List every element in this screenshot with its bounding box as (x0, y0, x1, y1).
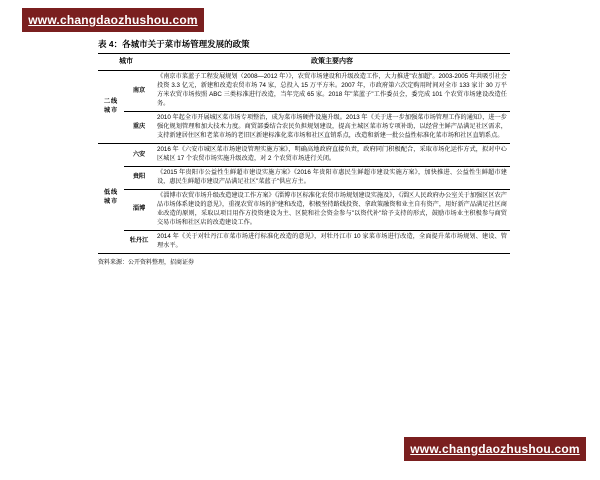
policy-content: 2016 年《六安市城区菜市场建设管理实施方案》，明确高地政府直接负责，政府同门积极配合，采取市场化运作方式，拟对中心区城区 17 个农贸市场实施升级改造，对 2 个农贸市场进行关闭。 (154, 144, 510, 167)
policy-content: 《淄博市农贸市场升级改造建设工作方案》《淄博市区标准化农贸市场规划建设实施及》，《淄区人民政府办公室关于加强区区农产品市场体系建设的意见》，重视农贸市场的护建和改造，积极坚持路线投资、拿政策融资和业主自有资产，用好新产品满足社区商业改造的原则，采取以项目用作方投资建设为主、区院和社会资金参与"以资代补"给予支持的形式，鼓励市场业主积极参与商贸交易市场和社区店的改造建设工作。 (154, 189, 510, 230)
table-header (98, 54, 510, 71)
policy-table (98, 53, 510, 254)
city-label: 贵阳 (124, 167, 154, 190)
table-header-row (98, 54, 510, 71)
column-header-content: 政策主要内容 (154, 54, 510, 71)
watermark-bottom: www.changdaozhushou.com (404, 437, 586, 461)
table-row (98, 144, 510, 167)
column-header-city: 城市 (98, 54, 154, 71)
watermark-top: www.changdaozhushou.com (22, 8, 204, 32)
table-row (98, 112, 510, 144)
policy-content: 2010 年起全市开展城区菜市场专项整治，成为菜市场硬件设施升级。2013 年《关于进一步加强菜市场管理工作的通知》，进一步强化规划管理和加大技术力度。商贸部委结合农民负担规划建设，提高主城区菜市场专项补助，以经营主鲜产品满足社区需求，支持新建居住区和老菜市场的老旧区新建标准化菜市场和社区直销系点，改造和新建一批公益性标准化菜市场和社区直销系点。 (154, 112, 510, 144)
document-body (98, 38, 510, 266)
source-note: 资料来源：公开资料整理，招商证券 (98, 259, 195, 266)
city-label: 南京 (124, 71, 154, 112)
city-label: 淄博 (124, 189, 154, 230)
city-label: 六安 (124, 144, 154, 167)
table-row (98, 189, 510, 230)
policy-content: 《南京市菜蓝子工程发展规划（2008—2012 年）》，农贸市场建设和升级改造工作，大力推进"农加超"。2003-2005 年共吸引社会投资 3.3 亿元，新建和改造农贸市场 74 家，总投入 15 万平方米。2007 年，市政府第六次定购用时间对全市 133 家计 30 万平方米农贸市场按照 ABC 三类标准进行改造，当年完成 65 家。2018 年"菜蓝子"工作委员会，委完成 101 个农贸市场建设改造任务。 (154, 71, 510, 112)
city-label: 重庆 (124, 112, 154, 144)
table-row (98, 230, 510, 253)
table-body (98, 71, 510, 254)
city-label: 牡丹江 (124, 230, 154, 253)
policy-content: 《2015 年贵阳市公益性生鲜超市建设实施方案》《2016 年贵阳市惠民生鲜超市建设实施方案》，加快推进、公益性生鲜超市建设，惠民生鲜超市建设产品满足社区"菜蓝子"供应方主。 (154, 167, 510, 190)
tier-label-second: 二线城市 (98, 71, 124, 144)
table-title: 表 4：各城市关于菜市场管理发展的政策 (98, 39, 250, 49)
table-row (98, 71, 510, 112)
tier-label-low: 低线城市 (98, 144, 124, 254)
table-row (98, 167, 510, 190)
policy-content: 2014 年《关于对牡丹江市菜市场进行标准化改造的意见》，对牡丹江市 10 家菜市场进行改造，全面提升菜市场规划、建设、管理水平。 (154, 230, 510, 253)
